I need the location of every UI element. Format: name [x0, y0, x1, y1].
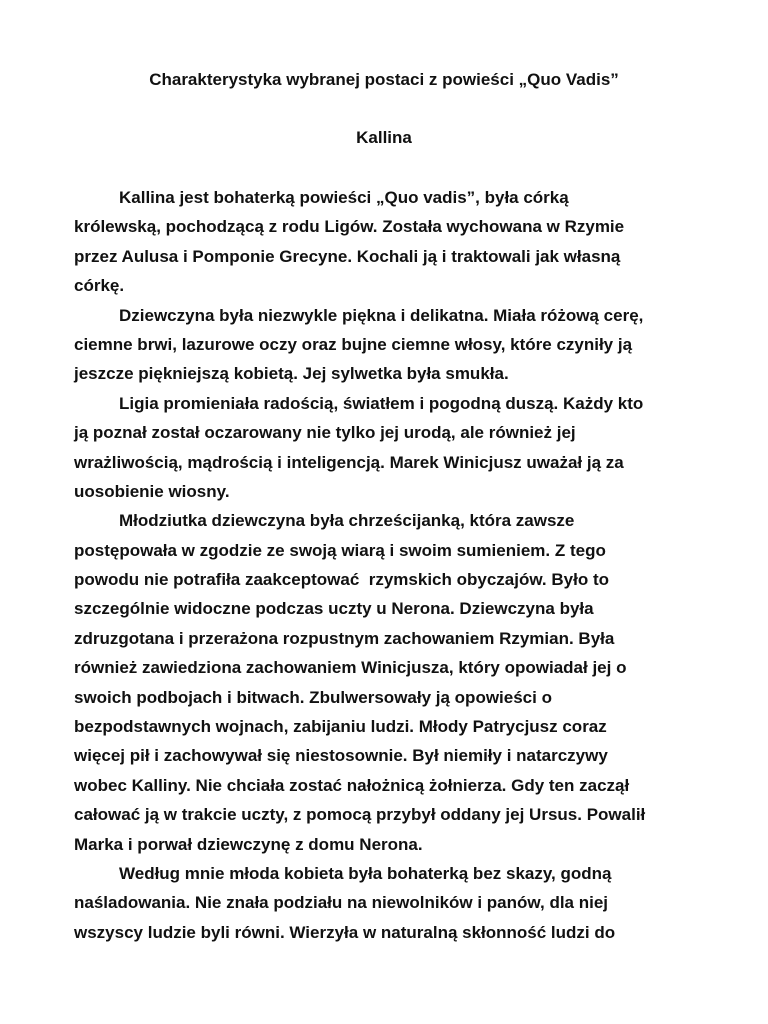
- body-line: całować ją w trakcie uczty, z pomocą przybył oddany jej Ursus. Powalił: [74, 805, 646, 825]
- body-line: Ligia promieniała radością, światłem i pogodną duszą. Każdy kto: [119, 393, 644, 413]
- body-line: naśladowania. Nie znała podziału na niewolników i panów, dla niej: [74, 893, 609, 913]
- body-line: Młodziutka dziewczyna była chrześcijanką, która zawsze: [119, 511, 575, 531]
- body-line: również zawiedziona zachowaniem Winicjusza, który opowiadał jej o: [74, 658, 627, 678]
- body-line: ciemne brwi, lazurowe oczy oraz bujne ciemne włosy, które czyniły ją: [74, 334, 633, 354]
- body-line: uosobienie wiosny.: [74, 481, 230, 501]
- body-line: ją poznał został oczarowany nie tylko jej urodą, ale również jej: [74, 423, 576, 443]
- body-line: postępowała w zgodzie ze swoją wiarą i swoim sumieniem. Z tego: [74, 540, 606, 560]
- document-body: [74, 183, 694, 947]
- body-line: córkę.: [74, 276, 125, 296]
- body-line: Marka i porwał dziewczynę z domu Nerona.: [74, 834, 423, 854]
- body-line: swoich podbojach i bitwach. Zbulwersowały ją opowieści o: [74, 687, 552, 707]
- body-line: więcej pił i zachowywał się niestosownie. Był niemiły i natarczywy: [74, 746, 608, 766]
- body-line: wrażliwością, mądrością i inteligencją. Marek Winicjusz uważał ją za: [74, 452, 624, 472]
- body-line: jeszcze piękniejszą kobietą. Jej sylwetka była smukła.: [74, 364, 509, 384]
- body-line: bezpodstawnych wojnach, zabijaniu ludzi. Młody Patrycjusz coraz: [74, 717, 607, 737]
- body-line: wobec Kalliny. Nie chciała zostać nałożnicą żołnierza. Gdy ten zaczął: [74, 775, 630, 795]
- document-subtitle: Kallina: [356, 128, 412, 147]
- document-title: Charakterystyka wybranej postaci z powieści „Quo Vadis”: [149, 70, 619, 89]
- body-line: zdruzgotana i przerażona rozpustnym zachowaniem Rzymian. Była: [74, 628, 615, 648]
- body-line: Dziewczyna była niezwykle piękna i delikatna. Miała różową cerę,: [119, 305, 644, 325]
- body-line: powodu nie potrafiła zaakceptować rzymskich obyczajów. Było to: [74, 570, 609, 590]
- body-line: wszyscy ludzie byli równi. Wierzyła w naturalną skłonność ludzi do: [74, 922, 616, 942]
- body-line: Kallina jest bohaterką powieści „Quo vadis”, była córką: [119, 188, 569, 207]
- body-line: szczególnie widoczne podczas uczty u Nerona. Dziewczyna była: [74, 599, 594, 619]
- body-line: przez Aulusa i Pomponie Grecyne. Kochali ją i traktowali jak własną: [74, 246, 621, 266]
- body-line: królewską, pochodzącą z rodu Ligów. Została wychowana w Rzymie: [74, 217, 625, 237]
- body-line: Według mnie młoda kobieta była bohaterką bez skazy, godną: [119, 863, 612, 883]
